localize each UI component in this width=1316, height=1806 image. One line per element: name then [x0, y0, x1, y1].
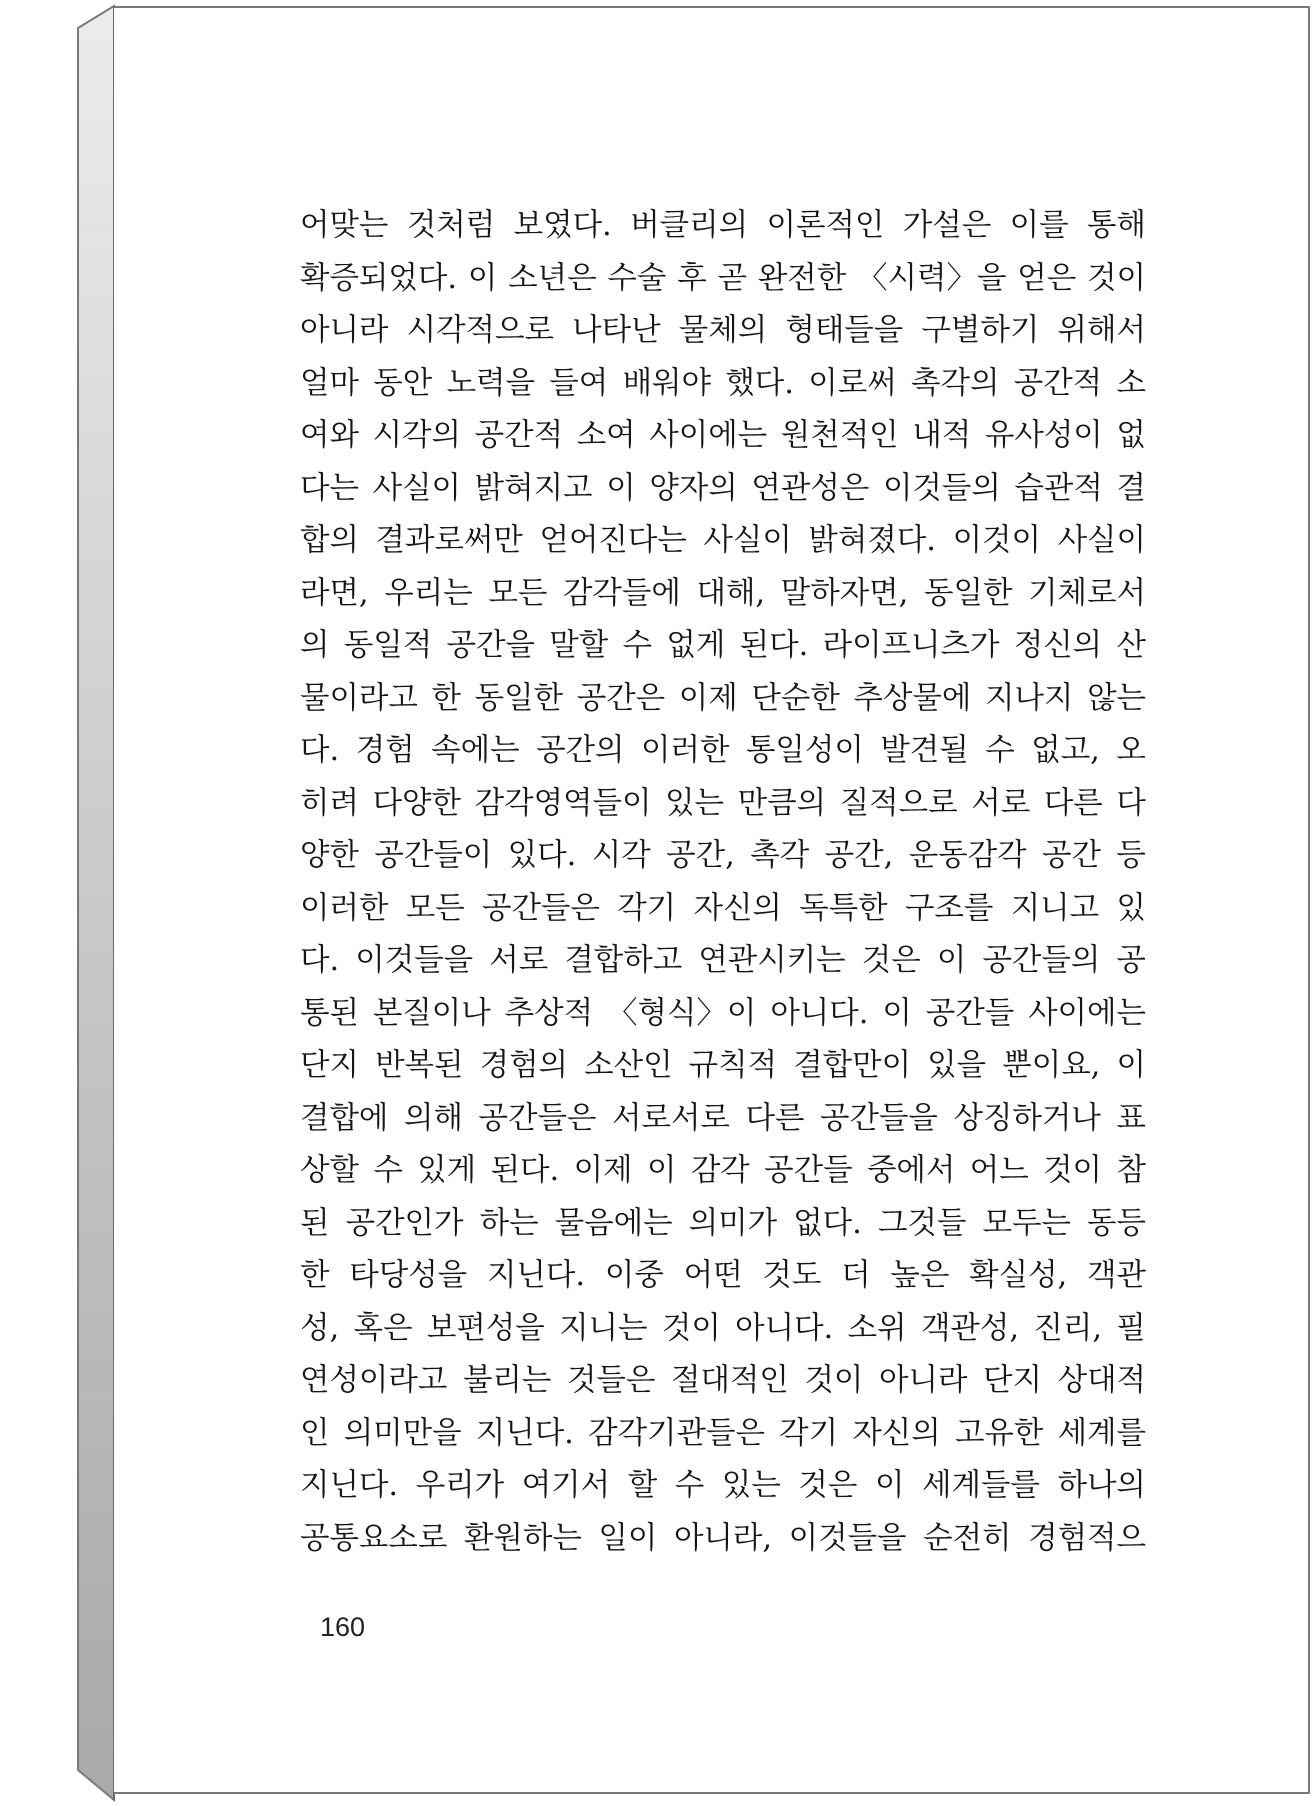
text-line: 연성이라고 불리는 것들은 절대적인 것이 아니라 단지 상대적	[300, 1363, 1146, 1398]
text-line: 다는 사실이 밝혀지고 이 양자의 연관성은 이것들의 습관적 결	[300, 470, 1146, 506]
text-line: 된 공간인가 하는 물음에는 의미가 없다. 그것들 모두는 동등	[300, 1205, 1146, 1241]
text-line: 의 동일적 공간을 말할 수 없게 된다. 라이프니츠가 정신의 산	[300, 628, 1146, 663]
text-line: 지닌다. 우리가 여기서 할 수 있는 것은 이 세계들를 하나의	[300, 1468, 1146, 1503]
text-line: 확증되었다. 이 소년은 수술 후 곧 완전한 〈시력〉을 얻은 것이	[300, 260, 1146, 296]
text-line: 히려 다양한 감각영역들이 있는 만큼의 질적으로 서로 다른 다	[300, 785, 1146, 821]
text-line: 공통요소로 환원하는 일이 아니라, 이것들을 순전히 경험적으	[300, 1520, 1146, 1556]
text-line: 통된 본질이나 추상적 〈형식〉이 아니다. 이 공간들 사이에는	[300, 995, 1146, 1031]
text-line: 인 의미만을 지닌다. 감각기관들은 각기 자신의 고유한 세계를	[300, 1415, 1146, 1451]
text-line: 단지 반복된 경험의 소산인 규칙적 결합만이 있을 뿐이요, 이	[300, 1048, 1146, 1083]
text-line: 합의 결과로써만 얻어진다는 사실이 밝혀졌다. 이것이 사실이	[300, 523, 1146, 558]
text-line: 상할 수 있게 된다. 이제 이 감각 공간들 중에서 어느 것이 참	[300, 1153, 1146, 1188]
text-line: 이러한 모든 공간들은 각기 자신의 독특한 구조를 지니고 있	[300, 890, 1146, 926]
text-line: 양한 공간들이 있다. 시각 공간, 촉각 공간, 운동감각 공간 등	[300, 838, 1146, 873]
text-line: 결합에 의해 공간들은 서로서로 다른 공간들을 상징하거나 표	[300, 1100, 1146, 1136]
text-line: 얼마 동안 노력을 들여 배워야 했다. 이로써 촉각의 공간적 소	[300, 365, 1146, 401]
page-body-text	[300, 200, 1146, 1565]
text-line: 한 타당성을 지닌다. 이중 어떤 것도 더 높은 확실성, 객관	[300, 1258, 1146, 1293]
text-line: 라면, 우리는 모든 감각들에 대해, 말하자면, 동일한 기체로서	[300, 575, 1146, 611]
text-line: 물이라고 한 동일한 공간은 이제 단순한 추상물에 지나지 않는	[300, 680, 1146, 716]
text-line: 성, 혹은 보편성을 지니는 것이 아니다. 소위 객관성, 진리, 필	[300, 1310, 1146, 1346]
text-line: 다. 경험 속에는 공간의 이러한 통일성이 발견될 수 없고, 오	[300, 733, 1146, 768]
text-line: 여와 시각의 공간적 소여 사이에는 원천적인 내적 유사성이 없	[300, 418, 1146, 453]
text-line: 어맞는 것처럼 보였다. 버클리의 이론적인 가설은 이를 통해	[300, 208, 1146, 243]
page-number: 160	[320, 1612, 366, 1642]
text-line: 다. 이것들을 서로 결합하고 연관시키는 것은 이 공간들의 공	[300, 943, 1146, 978]
text-line: 아니라 시각적으로 나타난 물체의 형태들을 구별하기 위해서	[300, 313, 1146, 348]
